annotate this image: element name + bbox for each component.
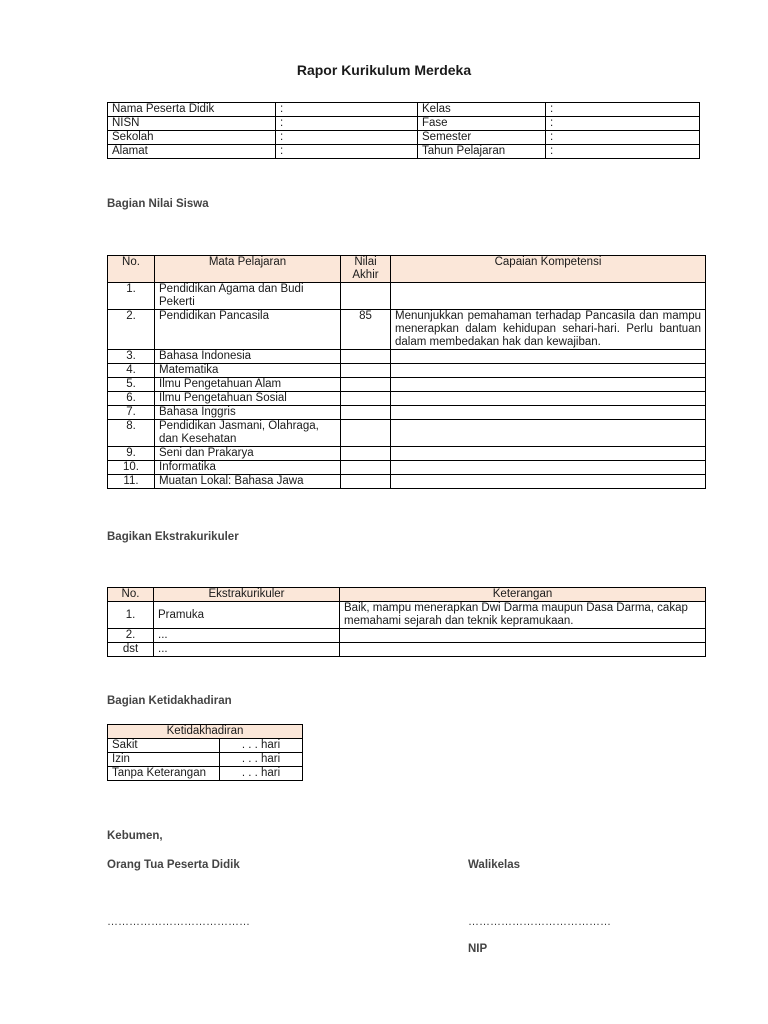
table-row: [108, 475, 706, 489]
teacher-signature-line: …………………………………: [468, 916, 611, 928]
activity-note: [340, 629, 706, 643]
field-value: :: [276, 117, 418, 131]
absence-type: Tanpa Keterangan: [108, 767, 220, 781]
identity-row: [108, 117, 700, 131]
final-score: [341, 283, 391, 310]
row-number: dst: [108, 643, 154, 657]
identity-row: [108, 145, 700, 159]
nip-label: NIP: [468, 943, 488, 955]
table-row: [108, 406, 706, 420]
competency-description: [391, 350, 706, 364]
subject-name: Pendidikan Jasmani, Olahraga, dan Kesehatan: [155, 420, 341, 447]
row-number: 1.: [108, 283, 155, 310]
table-row: [108, 739, 303, 753]
table-row: [108, 350, 706, 364]
subject-name: Seni dan Prakarya: [155, 447, 341, 461]
field-value: :: [546, 145, 700, 159]
row-number: 5.: [108, 378, 155, 392]
field-label: NISN: [108, 117, 276, 131]
subject-name: Bahasa Inggris: [155, 406, 341, 420]
table-row: [108, 392, 706, 406]
competency-description: [391, 447, 706, 461]
final-score: 85: [341, 310, 391, 350]
row-number: 8.: [108, 420, 155, 447]
subject-name: Pendidikan Pancasila: [155, 310, 341, 350]
subject-name: Ilmu Pengetahuan Sosial: [155, 392, 341, 406]
row-number: 4.: [108, 364, 155, 378]
identity-table: [107, 102, 700, 159]
field-label: Fase: [418, 117, 546, 131]
competency-description: [391, 283, 706, 310]
table-row: [108, 629, 706, 643]
final-score: [341, 378, 391, 392]
row-number: 7.: [108, 406, 155, 420]
subject-name: Bahasa Indonesia: [155, 350, 341, 364]
competency-description: [391, 461, 706, 475]
parent-label: Orang Tua Peserta Didik: [107, 859, 240, 871]
activity-note: Baik, mampu menerapkan Dwi Darma maupun Dasa Darma, cakap memahami sejarah dan teknik kepramukaan.: [340, 602, 706, 629]
row-number: 2.: [108, 310, 155, 350]
competency-description: [391, 420, 706, 447]
final-score: [341, 392, 391, 406]
activity-name: ...: [154, 629, 340, 643]
competency-description: [391, 406, 706, 420]
field-value: :: [276, 131, 418, 145]
final-score: [341, 364, 391, 378]
absence-type: Sakit: [108, 739, 220, 753]
competency-description: [391, 392, 706, 406]
field-value: :: [546, 131, 700, 145]
row-number: 11.: [108, 475, 155, 489]
subject-name: Informatika: [155, 461, 341, 475]
absence-count: . . . hari: [220, 767, 303, 781]
place-date: Kebumen,: [107, 830, 163, 842]
activity-name: ...: [154, 643, 340, 657]
table-row: [108, 364, 706, 378]
field-label: Sekolah: [108, 131, 276, 145]
field-value: :: [276, 145, 418, 159]
field-label: Tahun Pelajaran: [418, 145, 546, 159]
competency-description: Menunjukkan pemahaman terhadap Pancasila dan mampu menerapkan dalam kehidupan sehari-hari. Perlu bantuan dalam membedakan hak dan kewajiban.: [391, 310, 706, 350]
parent-signature-line: …………………………………: [107, 916, 250, 928]
table-row: [108, 310, 706, 350]
field-value: :: [546, 103, 700, 117]
identity-row: [108, 103, 700, 117]
col-no: No.: [108, 256, 155, 283]
final-score: [341, 406, 391, 420]
table-row: [108, 447, 706, 461]
col-no: No.: [108, 588, 154, 602]
row-number: 2.: [108, 629, 154, 643]
row-number: 9.: [108, 447, 155, 461]
subject-name: Pendidikan Agama dan Budi Pekerti: [155, 283, 341, 310]
row-number: 10.: [108, 461, 155, 475]
subject-name: Matematika: [155, 364, 341, 378]
table-row: [108, 643, 706, 657]
activity-name: Pramuka: [154, 602, 340, 629]
table-row: [108, 602, 706, 629]
identity-row: [108, 131, 700, 145]
table-row: [108, 283, 706, 310]
final-score: [341, 420, 391, 447]
field-label: Semester: [418, 131, 546, 145]
col-note: Keterangan: [340, 588, 706, 602]
absence-table: [107, 724, 303, 781]
col-subject: Mata Pelajaran: [155, 256, 341, 283]
table-row: [108, 461, 706, 475]
absence-heading: Bagian Ketidakhadiran: [107, 695, 232, 707]
page-title: Rapor Kurikulum Merdeka: [296, 62, 472, 78]
grades-table: [107, 255, 706, 489]
table-row: [108, 378, 706, 392]
subject-name: Ilmu Pengetahuan Alam: [155, 378, 341, 392]
col-competency: Capaian Kompetensi: [391, 256, 706, 283]
field-label: Kelas: [418, 103, 546, 117]
extracurricular-heading: Bagikan Ekstrakurikuler: [107, 531, 239, 543]
teacher-label: Walikelas: [468, 859, 520, 871]
activity-note: [340, 643, 706, 657]
absence-count: . . . hari: [220, 739, 303, 753]
table-row: [108, 753, 303, 767]
competency-description: [391, 475, 706, 489]
row-number: 3.: [108, 350, 155, 364]
competency-description: [391, 364, 706, 378]
final-score: [341, 350, 391, 364]
grades-heading: Bagian Nilai Siswa: [107, 198, 209, 210]
competency-description: [391, 378, 706, 392]
final-score: [341, 475, 391, 489]
field-label: Alamat: [108, 145, 276, 159]
final-score: [341, 461, 391, 475]
row-number: 6.: [108, 392, 155, 406]
absence-count: . . . hari: [220, 753, 303, 767]
field-label: Nama Peserta Didik: [108, 103, 276, 117]
field-value: :: [276, 103, 418, 117]
col-absence: Ketidakhadiran: [108, 725, 303, 739]
final-score: [341, 447, 391, 461]
absence-type: Izin: [108, 753, 220, 767]
row-number: 1.: [108, 602, 154, 629]
extracurricular-table: [107, 587, 706, 657]
table-row: [108, 420, 706, 447]
col-score: Nilai Akhir: [341, 256, 391, 283]
field-value: :: [546, 117, 700, 131]
col-activity: Ekstrakurikuler: [154, 588, 340, 602]
table-row: [108, 767, 303, 781]
subject-name: Muatan Lokal: Bahasa Jawa: [155, 475, 341, 489]
